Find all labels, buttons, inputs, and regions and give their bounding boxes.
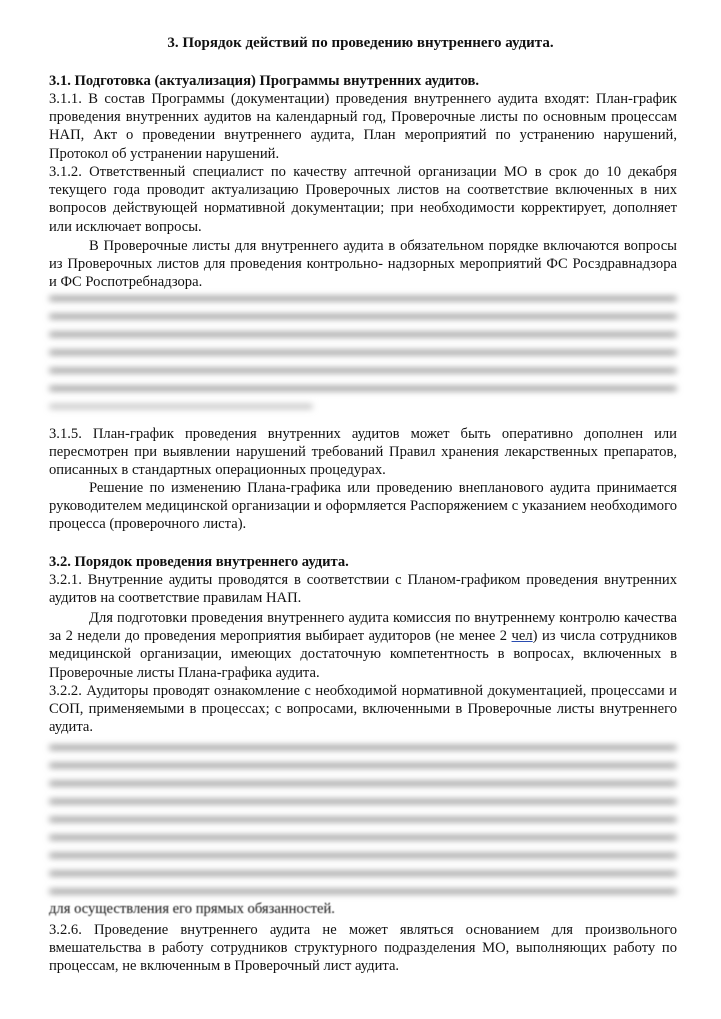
paragraph-3-2-1: 3.2.1. Внутренние аудиты проводятся в соответствии с Планом-графиком проведения внутренних аудитов на соответствие правилам НАП.: [49, 572, 677, 607]
paragraph-3-1-2-continued: В Проверочные листы для внутреннего аудита в обязательном порядке включаются вопросы из Проверочных листов для проведения контрольно- надзорных мероприятий ФС Росздравнадзора и ФС Роспотребнадзора.: [49, 238, 677, 291]
unit-underlined: чел: [511, 628, 533, 645]
page-title: 3. Порядок действий по проведению внутреннего аудита.: [167, 35, 554, 51]
section-3-1-heading: 3.1. Подготовка (актуализация) Программы внутренних аудитов.: [49, 73, 480, 89]
paragraph-3-2-6: 3.2.6. Проведение внутреннего аудита не может являться основанием для произвольного вмешательства в работу сотрудников структурного подразделения МО, выполняющих работу по процессам, не включенным в Проверочный лист аудита.: [49, 922, 677, 975]
blurred-paragraphs-3-2-3-3-2-5: [49, 745, 677, 907]
paragraph-3-1-2: 3.1.2. Ответственный специалист по качеству аптечной организации МО в срок до 10 декабря текущего года проводит актуализацию Проверочных листов на соответствие включенных в них вопросов действующей нормативной документации; при необходимости корректирует, дополняет или исключает вопросы.: [49, 164, 677, 235]
paragraph-3-2-2: 3.2.2. Аудиторы проводят ознакомление с необходимой нормативной документацией, процессами и СОП, применяемыми в процессах; с вопросами, включенными в Проверочные листы внутреннего аудита.: [49, 683, 677, 736]
paragraph-3-1-5-continued: Решение по изменению Плана-графика или проведению внепланового аудита принимается руководителем медицинской организации и оформляется Распоряжением с указанием необходимого процесса (проверочного листа).: [49, 480, 677, 533]
text-after-link: ) из числа сотрудников медицинской организации, имеющих достаточную компетентность в вопросах, включенных в Проверочные листы Плана-графика аудита.: [49, 628, 677, 681]
blurred-paragraphs-3-1-3-3-1-4: [49, 296, 677, 422]
text-before-link: Для подготовки проведения внутреннего аудита комиссия по внутреннему контролю качества за 2 недели до проведения мероприятия выбирает аудиторов (не менее 2: [49, 610, 677, 645]
paragraph-3-1-1: 3.1.1. В состав Программы (документации) проведения внутреннего аудита входят: План-график проведения внутренних аудитов на календарный год, Проверочные листы по основным процессам НАП, Акт о проведении внутреннего аудита, План мероприятий по устранению нарушений, Протокол об устранении нарушений.: [49, 91, 677, 162]
partially-blurred-line: для осуществления его прямых обязанностей.: [49, 901, 335, 917]
paragraph-3-1-5: 3.1.5. План-график проведения внутренних аудитов может быть оперативно дополнен или пересмотрен при выявлении нарушений требований Правил хранения лекарственных препаратов, описанных в стандартных операционных процедурах.: [49, 426, 677, 479]
paragraph-3-2-1-continued: [49, 609, 677, 682]
section-3-2-heading: 3.2. Порядок проведения внутреннего аудита.: [49, 554, 349, 570]
